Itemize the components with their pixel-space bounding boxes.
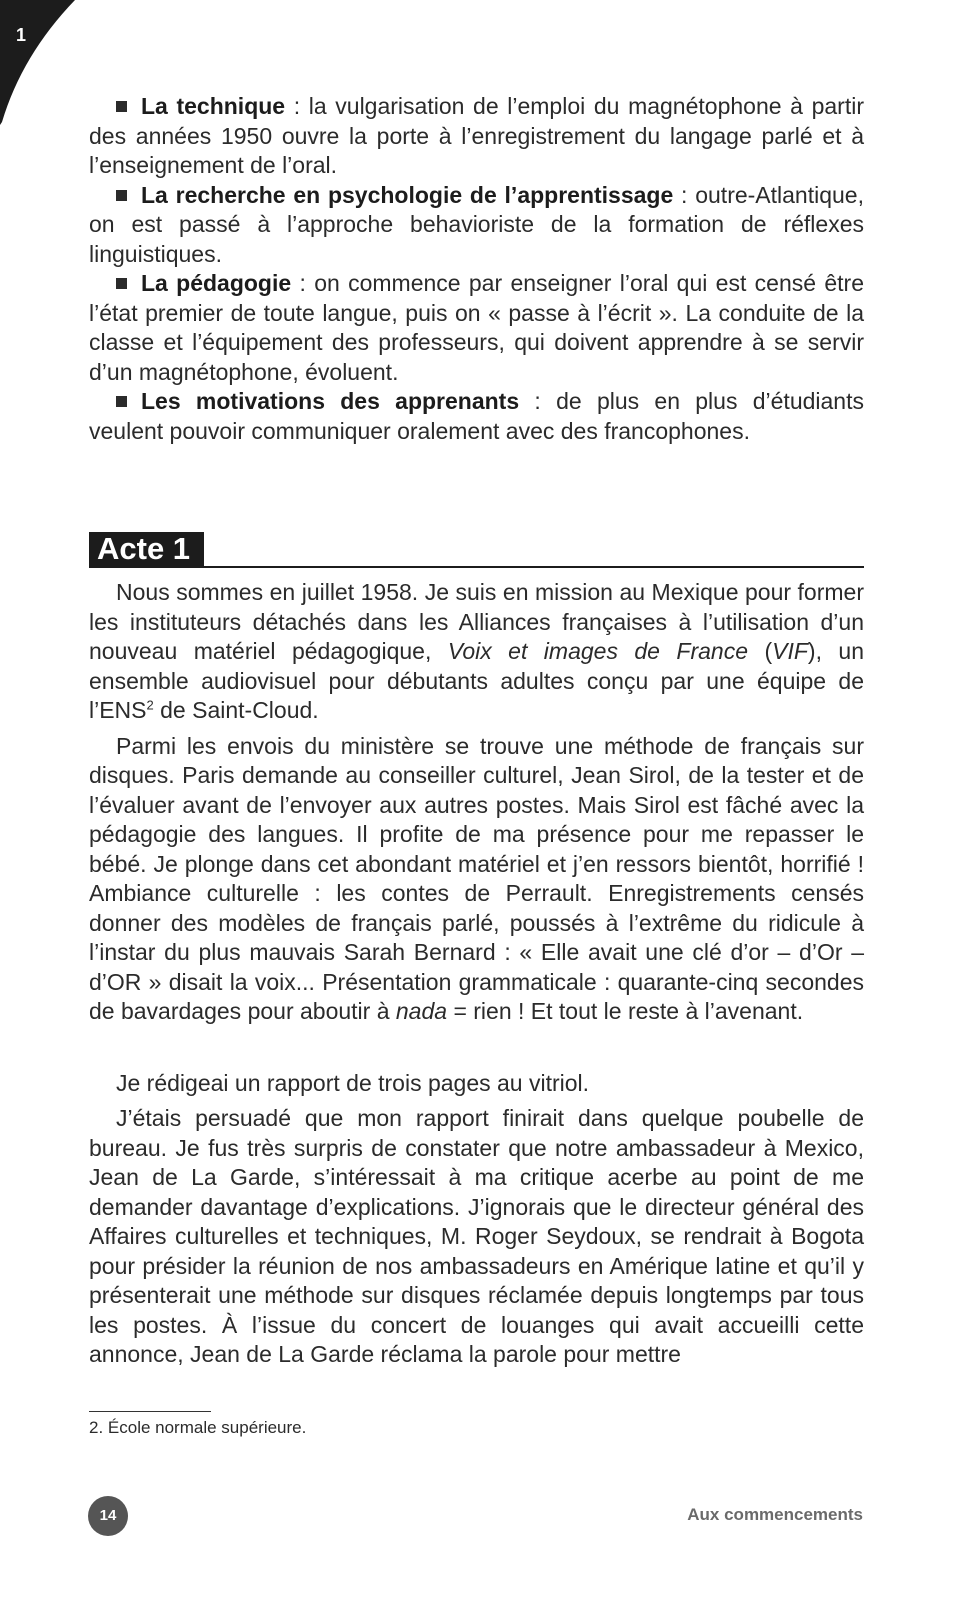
list-item [89,181,864,270]
text-run: Nous sommes en juillet 1958. Je suis en mission au Mexique pour former les instituteurs détachés dans les Alliances françaises à l’utilisation d’un nouveau matériel pédagogique, [89,579,864,664]
paragraph-2 [89,732,864,1027]
intro-list [89,92,864,446]
section-heading [89,532,864,568]
book-abbreviation: VIF [772,638,808,664]
chapter-corner-tab [0,0,80,125]
list-item [89,387,864,446]
section-title: Acte 1 [89,532,204,566]
square-bullet-icon [116,101,127,112]
item-term: Les motivations des apprenants [141,388,520,414]
text-run: ), un ensemble audiovisuel pour débutants adultes conçu par une équipe de l’ENS [89,638,864,723]
book-title: Voix et images de France [447,638,749,664]
square-bullet-icon [116,190,127,201]
square-bullet-icon [116,396,127,407]
list-item [89,269,864,387]
page-number: 14 [88,1496,128,1536]
text-run: Parmi les envois du ministère se trouve une méthode de français sur disques. Paris demande au conseiller culturel, Jean Sirol, de la tester et de l’évaluer avant de l’envoyer aux autres postes. Mais Sirol est fâché avec la pédagogie des langues. Il profite de ma présence pour me repasser le bébé. Je plonge dans cet abondant matériel et j’en ressors bientôt, horrifié ! Ambiance culturelle : les contes de Perrault. Enregistrements censés donner des modèles de français parlé, poussés à l’extrême du ridicule à l’instar du plus mauvais Sarah Bernard : « Elle avait une clé d’or – d’Or – d’OR » disait la voix... Présentation grammaticale : quarante-cinq secondes de bavardages pour aboutir à [89,732,864,1024]
chapter-number: 1 [16,25,27,45]
list-item [89,92,864,181]
text-run: de Saint-Cloud. [153,697,319,723]
item-term: La recherche en psychologie de l’apprentissage [141,181,674,208]
item-text: : outre-Atlantique, on est passé à l’approche behavioriste de la formation de réflexes linguistiques. [89,181,864,267]
running-title: Aux commencements [687,1505,863,1524]
footnote: 2. École normale supérieure. [89,1418,307,1437]
item-text: : de plus en plus d’étudiants veulent pouvoir communiquer oralement avec des francophones. [89,388,864,444]
item-text: : on commence par enseigner l’oral qui est censé être l’état premier de toute langue, puis on « passe à l’écrit ». La conduite de la classe et l’équipement des professeurs, qui doivent apprendre à se servir d’un magnétophone, évoluent. [89,270,864,385]
paragraph-4: J’étais persuadé que mon rapport finirait dans quelque poubelle de bureau. Je fus très surpris de constater que notre ambassadeur à Mexico, Jean de La Garde, s’intéressait à ma critique acerbe au point de me demander davantage d’explications. J’ignorais que le directeur général des Affaires culturelles et techniques, M. Roger Seydoux, se rendrait à Bogota pour présider la réunion de nos ambassadeurs en Amérique latine et qu’il y présenterait une méthode sur disques réclamée depuis longtemps par tous les postes. À l’issue du concert de louanges qui avait accueilli cette annonce, Jean de La Garde réclama la parole pour mettre [89,1105,864,1367]
item-term: La technique [141,93,286,119]
section-body [89,578,864,1376]
emphasis: nada [395,998,448,1024]
footnote-ref: 2 [146,697,154,713]
item-text: : la vulgarisation de l’emploi du magnétophone à partir des années 1950 ouvre la porte à l’enregistrement du langage parlé et à l’enseignement de l’oral. [89,93,864,178]
square-bullet-icon [116,278,127,289]
paragraph-1 [89,578,864,726]
text-run: = rien ! Et tout le reste à l’avenant. [447,998,804,1024]
paragraph-3: Je rédigeai un rapport de trois pages au vitriol. [116,1069,590,1096]
text-run: ( [748,638,773,664]
item-term: La pédagogie [141,270,292,296]
footnote-rule [89,1411,211,1412]
